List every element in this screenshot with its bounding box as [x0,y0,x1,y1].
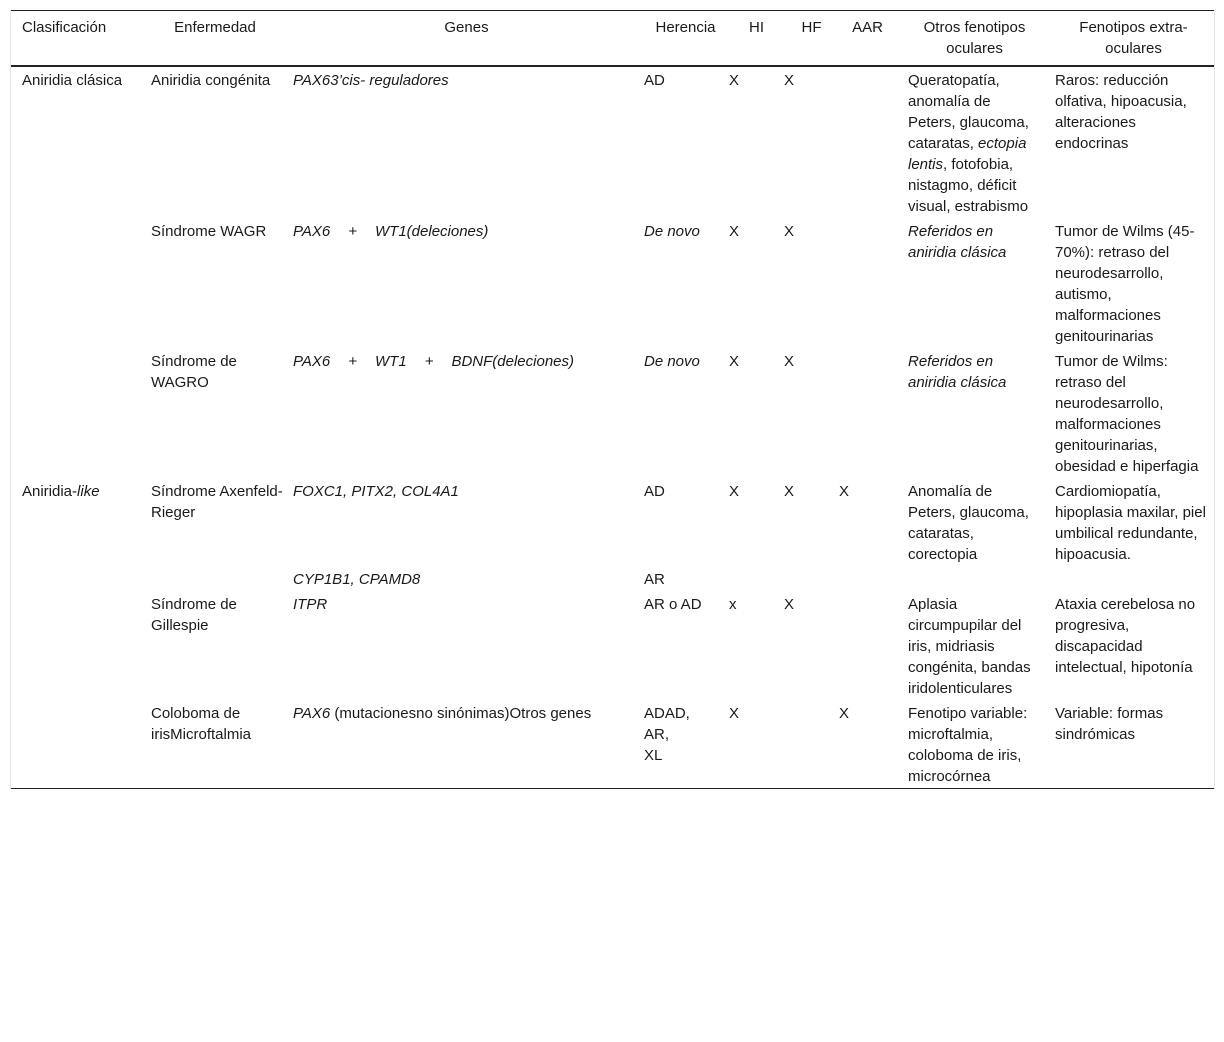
header-genes: Genes [444,19,489,36]
cell-genes [291,348,642,478]
cell-clasificacion [11,700,139,789]
cell-otros-fenotipos: Referidos en aniridia clásica [908,223,1007,261]
cell-herencia: AD [644,483,665,500]
cell-fenotipos-extra [1053,566,1214,591]
table-row [11,66,1214,218]
table-row [11,478,1214,566]
cell-clasificacion [11,348,139,478]
cell-hi: X [729,705,740,722]
header-enfermedad: Enfermedad [174,19,256,36]
cell-hf [784,700,839,789]
cell-herencia [642,700,729,789]
gene-3: BDNF(deleciones) [451,353,574,370]
cell-fenotipos-extra: Tumor de Wilms: retraso del neurodesarrollo, malformaciones genitourinarias, obesidad e hiperfagia [1055,353,1199,475]
header-otros-fenotipos: Otros fenotipos oculares [923,19,1026,57]
header-fenotipos-extra: Fenotipos extra-oculares [1079,19,1188,57]
gene-1: PAX6 [293,353,331,370]
cell-herencia: De novo [644,353,700,370]
cell-aar [839,566,896,591]
cell-hi: x [729,596,737,613]
table-row [11,348,1214,478]
cell-clasificacion [11,478,139,566]
gene-plus: + [424,353,434,370]
cell-aar [839,591,896,700]
cell-otros-fenotipos [896,566,1053,591]
table-row [11,700,1214,789]
cell-fenotipos-extra: Ataxia cerebelosa no progresiva, discapacidad intelectual, hipotonía [1055,596,1196,676]
herencia-line: XL [644,747,663,764]
cell-hf: X [784,483,795,500]
gene-italic: PAX6 [293,705,331,722]
gene-1: PAX6 [293,223,331,240]
clasificacion-text: Aniridia- [22,483,78,500]
header-aar: AAR [852,19,883,36]
cell-hf: X [784,72,795,89]
herencia-line: AR, [644,726,670,743]
cell-aar: X [839,483,850,500]
cell-aar [839,218,896,348]
cell-herencia: De novo [644,223,700,240]
cell-enfermedad [139,566,291,591]
cell-genes [291,218,642,348]
cell-hi: X [729,223,740,240]
header-row [11,11,1214,67]
cell-fenotipos-extra: Raros: reducción olfativa, hipoacusia, alteraciones endocrinas [1055,72,1187,152]
cell-hf [784,566,839,591]
header-herencia: Herencia [655,19,716,36]
cell-hf: X [784,353,795,370]
cell-otros-fenotipos: Referidos en aniridia clásica [908,353,1007,391]
cell-hi: X [729,353,740,370]
table-row [11,566,1214,591]
cell-otros-fenotipos: Fenotipo variable: microftalmia, coloboma de iris, microcórnea [908,705,1028,785]
otros-text-c: , fotofobia, nistagmo, déficit visual, estrabismo [908,156,1029,215]
table-row [11,591,1214,700]
cell-clasificacion [11,591,139,700]
cell-herencia: AR [644,571,665,588]
herencia-line: ADAD, [644,705,690,722]
gene-plus: + [348,353,358,370]
cell-fenotipos-extra: Cardiomiopatía, hipoplasia maxilar, piel umbilical redundante, hipoacusia. [1055,483,1206,563]
cell-hi: X [729,72,740,89]
genetics-table [11,10,1214,789]
cell-genes: CYP1B1, CPAMD8 [293,571,421,588]
otros-text-a: Queratopatía, anomalía de Peters, glaucoma, cataratas, [908,72,1029,152]
cell-aar [839,348,896,478]
header-hi: HI [749,19,764,36]
cell-enfermedad: Aniridia congénita [151,72,271,89]
cell-otros-fenotipos [896,66,1053,218]
cell-enfermedad: Síndrome de Gillespie [151,596,237,634]
cell-genes: PAX63’cis- reguladores [293,72,449,89]
cell-clasificacion [11,566,139,591]
header-hf: HF [801,19,822,36]
cell-hf: X [784,223,795,240]
cell-genes [291,700,642,789]
gene-2: WT1 [375,353,407,370]
table-container [10,10,1215,789]
cell-genes: ITPR [293,596,328,613]
cell-enfermedad: Síndrome Axenfeld-Rieger [151,483,283,521]
cell-otros-fenotipos: Anomalía de Peters, glaucoma, cataratas, corectopia [908,483,1029,563]
clasificacion-italic: like [77,483,100,500]
cell-genes: FOXC1, PITX2, COL4A1 [293,483,459,500]
cell-otros-fenotipos: Aplasia circumpupilar del iris, midriasis congénita, bandas iridolenticulares [908,596,1031,697]
cell-enfermedad: Síndrome de WAGRO [151,353,237,391]
cell-herencia: AR o AD [644,596,702,613]
gene-rest: (mutacionesno sinónimas)Otros genes [330,705,592,722]
cell-aar [839,66,896,218]
cell-enfermedad: Síndrome WAGR [151,223,267,240]
gene-2: WT1(deleciones) [375,223,489,240]
cell-enfermedad: Coloboma de irisMicroftalmia [151,705,252,743]
cell-clasificacion [11,218,139,348]
cell-hf: X [784,596,795,613]
header-clasificacion: Clasificación [22,19,107,36]
cell-aar: X [839,705,850,722]
cell-fenotipos-extra: Tumor de Wilms (45-70%): retraso del neurodesarrollo, autismo, malformaciones genitourinarias [1055,223,1195,345]
otros-text-italic: ectopia lentis [908,135,1027,173]
gene-plus: + [348,223,358,240]
cell-clasificacion: Aniridia clásica [22,72,123,89]
cell-herencia: AD [644,72,665,89]
cell-fenotipos-extra: Variable: formas sindrómicas [1055,705,1164,743]
cell-hi [729,566,784,591]
table-row [11,218,1214,348]
cell-hi: X [729,483,740,500]
